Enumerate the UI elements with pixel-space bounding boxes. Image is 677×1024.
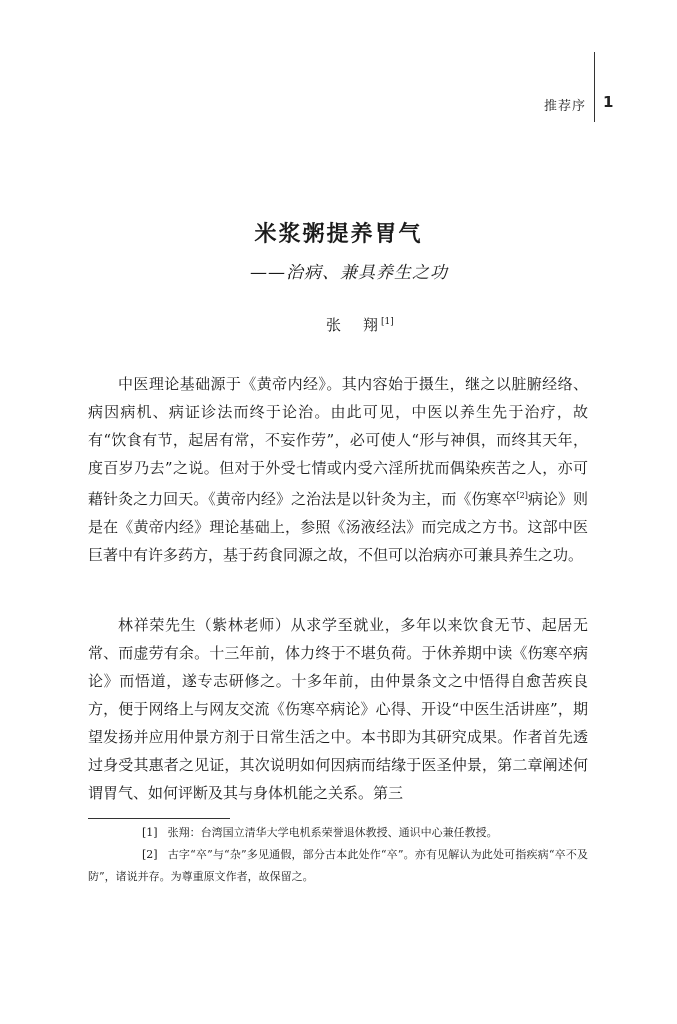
footnote-1-text: 张翔：台湾国立清华大学电机系荣誉退休教授、通识中心兼任教授。 xyxy=(167,826,498,839)
page-number: 1 xyxy=(603,93,614,111)
para1-text-a: 中医理论基础源于《黄帝内经》。其内容始于摄生，继之以脏腑经络、病因病机、病证诊法而终于论治。由此可见，中医以养生先于治疗，故有“饮食有节，起居有常，不妄作劳”，必可使人“形与神俱，而终其天年，度百岁乃去”之说。但对于外受七情或内受六淫所扰而偶染疾苦之人，亦可藉针灸之力回天。《黄帝内经》之治法是以针灸为主，而《伤寒卒 xyxy=(88,375,588,508)
footnote-divider xyxy=(88,818,230,819)
running-head: 推荐序 xyxy=(543,99,586,114)
para1-footnote-ref: [2] xyxy=(516,491,528,500)
footnote-1 xyxy=(88,822,588,844)
footnote-2 xyxy=(88,844,588,888)
footnote-1-mark: [1] xyxy=(142,826,158,839)
author-byline xyxy=(326,314,394,335)
body-paragraph-1 xyxy=(88,370,588,569)
body-paragraph-2: 林祥荣先生（紫林老师）从求学至就业，多年以来饮食无节、起居无常、而虚劳有余。十三年前，体力终于不堪负荷。于休养期中读《伤寒卒病论》而悟道，遂专志研修之。十多年前，由仲景条文之中悟得自愈苦疾良方，便于网络上与网友交流《伤寒卒病论》心得、开设“中医生活讲座”，期望发扬并应用仲景方剂于日常生活之中。本书即为其研究成果。作者首先透过身受其惠者之见证，其次说明如何因病而结缘于医圣仲景，第二章阐述何谓胃气、如何评断及其与身体机能之关系。第三 xyxy=(88,616,588,802)
author-name-second: 翔 xyxy=(363,316,379,334)
article-title: 米浆粥提养胃气 xyxy=(254,222,423,247)
author-name-first: 张 xyxy=(326,316,342,334)
footnote-2-text: 古字“卒”与“杂”多见通假，部分古本此处作“卒”。亦有见解认为此处可指疾病“卒不及防”，诸说并存。为尊重原文作者，故保留之。 xyxy=(88,848,588,883)
footnote-2-mark: [2] xyxy=(142,848,158,861)
header-divider xyxy=(594,52,595,122)
author-footnote-ref: [1] xyxy=(381,317,394,327)
para1-text-b: 病论》则是在《黄帝内经》理论基础上，参照《汤液经法》而完成之方书。这部中医巨著中有许多药方，基于药食同源之故，不但可以治病亦可兼具养生之功。 xyxy=(88,490,588,564)
article-subtitle: ——治病、兼具养生之功 xyxy=(250,263,448,283)
